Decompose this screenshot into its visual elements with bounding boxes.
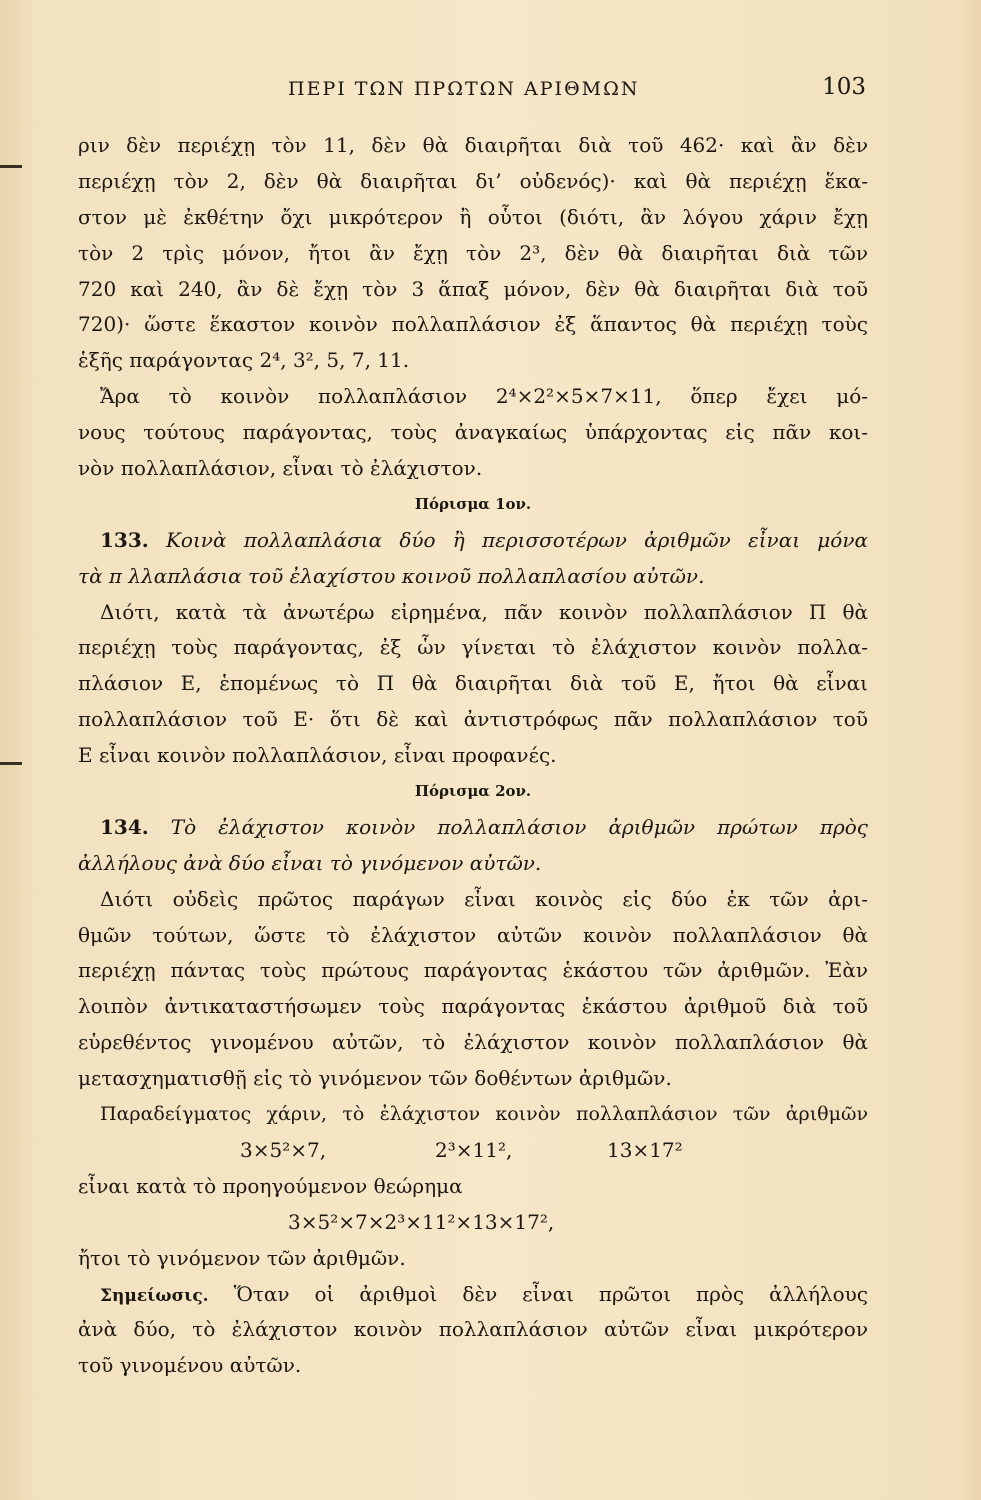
text-line: νὸν πολλαπλάσιον, εἶναι τὸ ἐλάχιστον. (78, 456, 483, 481)
statement-text: Τὸ ἐλάχιστον κοινὸν πολλαπλάσιον ἀριθμῶν πρώτων πρὸς (170, 814, 868, 839)
text-line: τὸν 2 τρὶς μόνον, ἤτοι ἂν ἔχῃ τὸν 2³, δὲν θὰ διαιρῆται διὰ τῶν (78, 240, 868, 265)
text-line: λοιπὸν ἀντικαταστήσωμεν τοὺς παράγοντας ἑκάστου ἀριθμοῦ διὰ τοῦ (78, 994, 868, 1019)
porisma-1-heading: Πόρισμα 1ον. (414, 494, 532, 513)
text-line: εἶναι κατὰ τὸ προηγούμενον θεώρημα (78, 1173, 463, 1198)
page-header (78, 72, 868, 112)
text-line: 720 καὶ 240, ἂν δὲ ἔχῃ τὸν 3 ἅπαξ μόνον, δὲν θὰ διαιρῆται διὰ τοῦ (78, 276, 868, 301)
porisma-2-heading: Πόρισμα 2ον. (414, 782, 532, 801)
text-line: τοῦ γινομένου αὐτῶν. (78, 1353, 302, 1378)
text-line: τὰ π λλαπλάσια τοῦ ἐλαχίστου κοινοῦ πολλαπλασίου αὐτῶν. (78, 563, 705, 588)
text-line: μετασχηματισθῇ εἰς τὸ γινόμενον τῶν δοθέντων ἀριθμῶν. (78, 1066, 672, 1091)
example-product: 3×5²×7×2³×11²×13×17², (288, 1209, 555, 1234)
running-title: ΠΕΡΙ ΤΩΝ ΠΡΩΤΩΝ ΑΡΙΘΜΩΝ (288, 78, 640, 100)
example-number: 2³×11², (435, 1137, 513, 1162)
section-number: 134. (100, 814, 149, 839)
text-line: ἀλλήλους ἀνὰ δύο εἶναι τὸ γινόμενον αὐτῶν. (78, 850, 542, 875)
remark-text: Ὅταν οἱ ἀριθμοὶ δὲν εἶναι πρῶτοι πρὸς ἀλλήλους (233, 1281, 868, 1306)
text-line: ἑξῆς παράγοντας 2⁴, 3², 5, 7, 11. (78, 348, 410, 373)
section-number: 133. (100, 527, 149, 552)
text-line: Διότι, κατὰ τὰ ἀνωτέρω εἰρημένα, πᾶν κοινὸν πολλαπλάσιον Π θὰ (100, 599, 868, 624)
text-line: 720)· ὥστε ἕκαστον κοινὸν πολλαπλάσιον ἐξ ἅπαντος θὰ περιέχῃ τοὺς (78, 312, 868, 337)
text-line: εὑρεθέντος γινομένου αὐτῶν, τὸ ἐλάχιστον κοινὸν πολλαπλάσιον θὰ (78, 1030, 868, 1055)
text-line: πολλαπλάσιον τοῦ Ε· ὅτι δὲ καὶ ἀντιστρόφως πᾶν πολλαπλάσιον τοῦ (78, 707, 868, 732)
text-line: Ἄρα τὸ κοινὸν πολλαπλάσιον 2⁴×2²×5×7×11, ὅπερ ἔχει μό- (100, 384, 868, 409)
remark-label: Σημείωσις. (100, 1285, 209, 1306)
remark-line (78, 1277, 868, 1313)
text-line: νους τούτους παράγοντας, τοὺς ἀναγκαίως ὑπάρχοντας εἰς πᾶν κοι- (78, 420, 868, 445)
text-line: Ε εἶναι κοινὸν πολλαπλάσιον, εἶναι προφανές. (78, 743, 557, 768)
text-line: Διότι οὐδεὶς πρῶτος παράγων εἶναι κοινὸς εἰς δύο ἐκ τῶν ἀρι- (100, 886, 868, 911)
text-line: περιέχῃ πάντας τοὺς πρώτους παράγοντας ἑκάστου τῶν ἀριθμῶν. Ἐὰν (78, 958, 868, 983)
text-line: περιέχῃ τοὺς παράγοντας, ἐξ ὧν γίνεται τὸ ἐλάχιστον κοινὸν πολλα- (78, 635, 868, 660)
margin-mark (0, 165, 22, 168)
page-number: 103 (822, 74, 866, 100)
text-line: ἤτοι τὸ γινόμενον τῶν ἀριθμῶν. (78, 1245, 406, 1270)
text-line: πλάσιον Ε, ἑπομένως τὸ Π θὰ διαιρῆται διὰ τοῦ Ε, ἤτοι θὰ εἶναι (78, 671, 868, 696)
porisma-2-statement (78, 810, 868, 846)
example-number: 13×17² (607, 1137, 683, 1162)
statement-text: Κοινὰ πολλαπλάσια δύο ἢ περισσοτέρων ἀριθμῶν εἶναι μόνα (165, 527, 868, 552)
body-text (78, 128, 868, 1384)
text-line: περιέχῃ τὸν 2, δὲν θὰ διαιρῆται δι’ οὐδενός)· καὶ θὰ περιέχῃ ἕκα- (78, 168, 868, 193)
margin-mark (0, 762, 22, 765)
example-number: 3×5²×7, (240, 1137, 327, 1162)
text-line: Παραδείγματος χάριν, τὸ ἐλάχιστον κοινὸν πολλαπλάσιον τῶν ἀριθμῶν (100, 1103, 868, 1126)
text-line: ἀνὰ δύο, τὸ ἐλάχιστον κοινὸν πολλαπλάσιον αὐτῶν εἶναι μικρότερον (78, 1317, 868, 1342)
example-numbers (78, 1133, 868, 1169)
text-line: στον μὲ ἐκθέτην ὄχι μικρότερον ἢ οὗτοι (διότι, ἂν λόγου χάριν ἔχῃ (78, 204, 868, 229)
text-line: ριν δὲν περιέχῃ τὸν 11, δὲν θὰ διαιρῆται διὰ τοῦ 462· καὶ ἂν δὲν (78, 133, 868, 157)
text-line: θμῶν τούτων, ὥστε τὸ ἐλάχιστον αὐτῶν κοινὸν πολλαπλάσιον θὰ (78, 922, 868, 947)
porisma-1-statement (78, 523, 868, 559)
